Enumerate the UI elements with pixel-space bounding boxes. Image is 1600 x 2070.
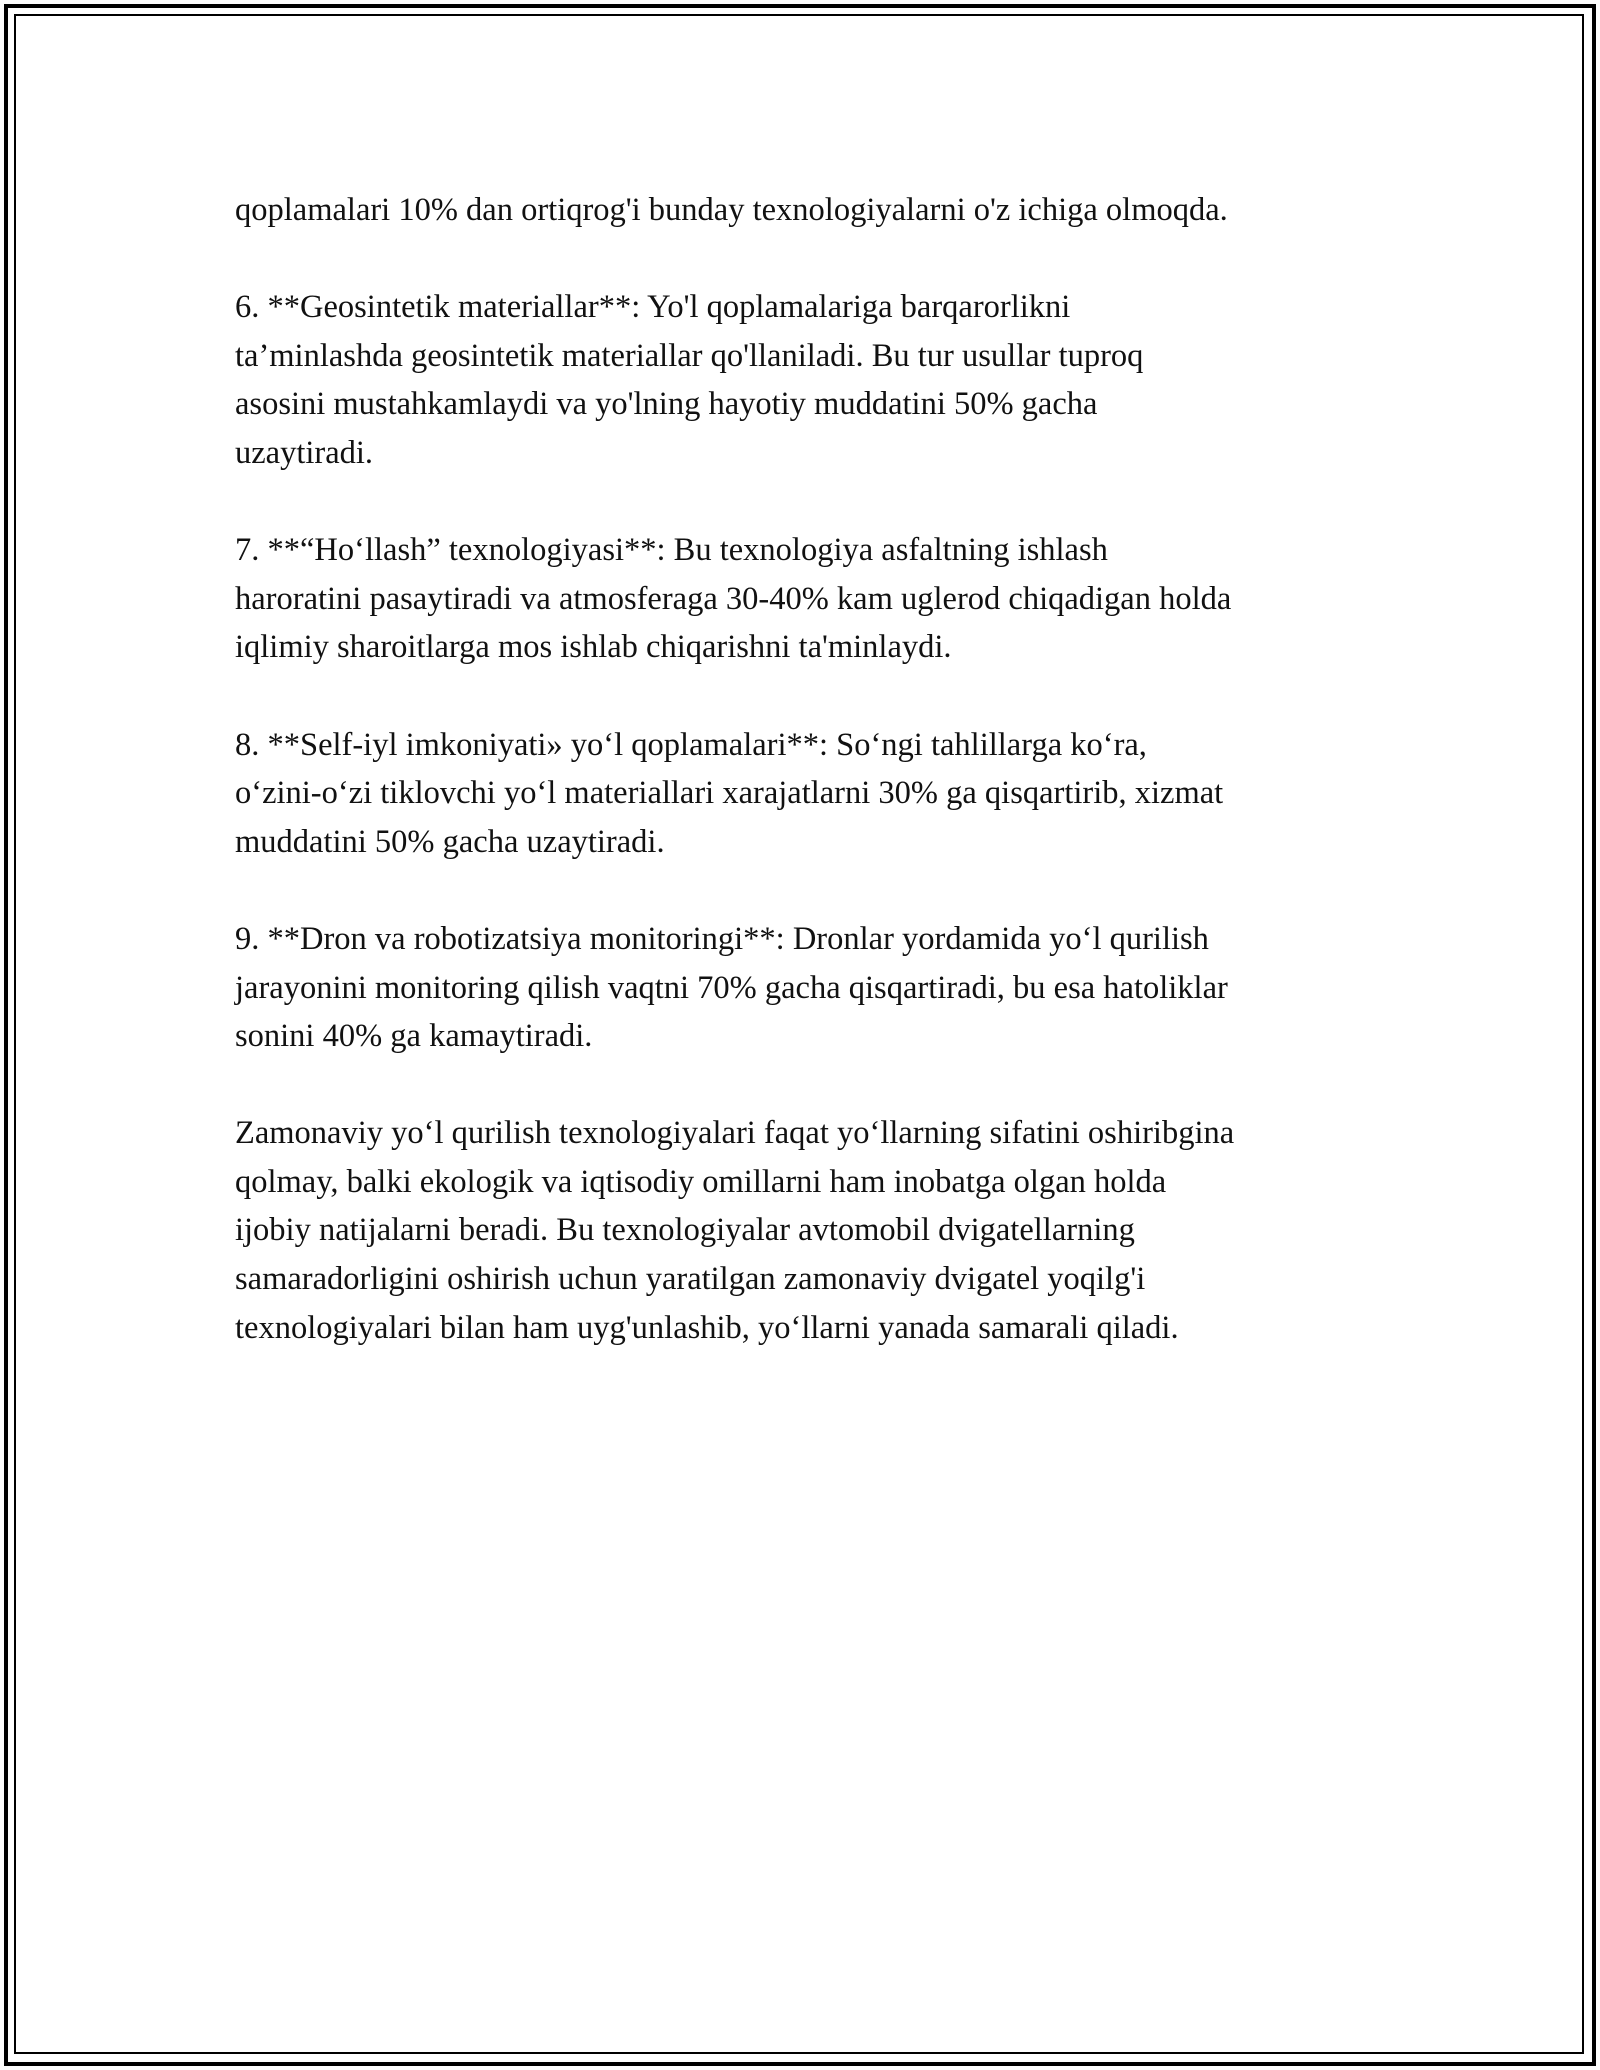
paragraph-item-9-drone-monitoring: 9. **Dron va robotizatsiya monitoringi**: Dronlar yordamida yo‘l qurilish jarayonini monitoring qilish vaqtni 70% gacha qisqartiradi, bu esa hatoliklar sonini 40% ga kamaytiradi. [235, 920, 1228, 1055]
document-body [235, 186, 1375, 1401]
paragraph-item-7-wetting-technology: 7. **“Ho‘llash” texnologiyasi**: Bu texnologiya asfaltning ishlash haroratini pasaytiradi va atmosferaga 30-40% kam uglerod chiqadigan holda iqlimiy sharoitlarga mos ishlab chiqarishni ta'minlaydi. [235, 532, 1232, 666]
paragraph-item-8-self-healing: 8. **Self-iyl imkoniyati» yo‘l qoplamalari**: So‘ngi tahlillarga ko‘ra, o‘zini-o‘zi tiklovchi yo‘l materiallari xarajatlarni 30% ga qisqartirib, xizmat muddatini 50% gacha uzaytiradi. [235, 726, 1224, 860]
paragraph-conclusion: Zamonaviy yo‘l qurilish texnologiyalari faqat yo‘llarning sifatini oshiribgina qolmay, balki ekologik va iqtisodiy omillarni ham inobatga olgan holda ijobiy natijalarni beradi. Bu texnologiyalar avtomobil dvigatellarning samaradorligini oshirish uchun yaratilgan zamonaviy dvigatel yoqilg'i texnologiyalari bilan ham uyg'unlashib, yo‘llarni yanada samarali qiladi. [235, 1115, 1235, 1346]
paragraph-item-6-geosynthetics: 6. **Geosintetik materiallar**: Yo'l qoplamalariga barqarorlikni ta’minlashda geosintetik materiallar qo'llaniladi. Bu tur usullar tuproq asosini mustahkamlaydi va yo'lning hayotiy muddatini 50% gacha uzaytiradi. [235, 289, 1144, 471]
paragraph-intro-continuation: qoplamalari 10% dan ortiqrog'i bunday texnologiyalarni o'z ichiga olmoqda. [235, 192, 1228, 228]
